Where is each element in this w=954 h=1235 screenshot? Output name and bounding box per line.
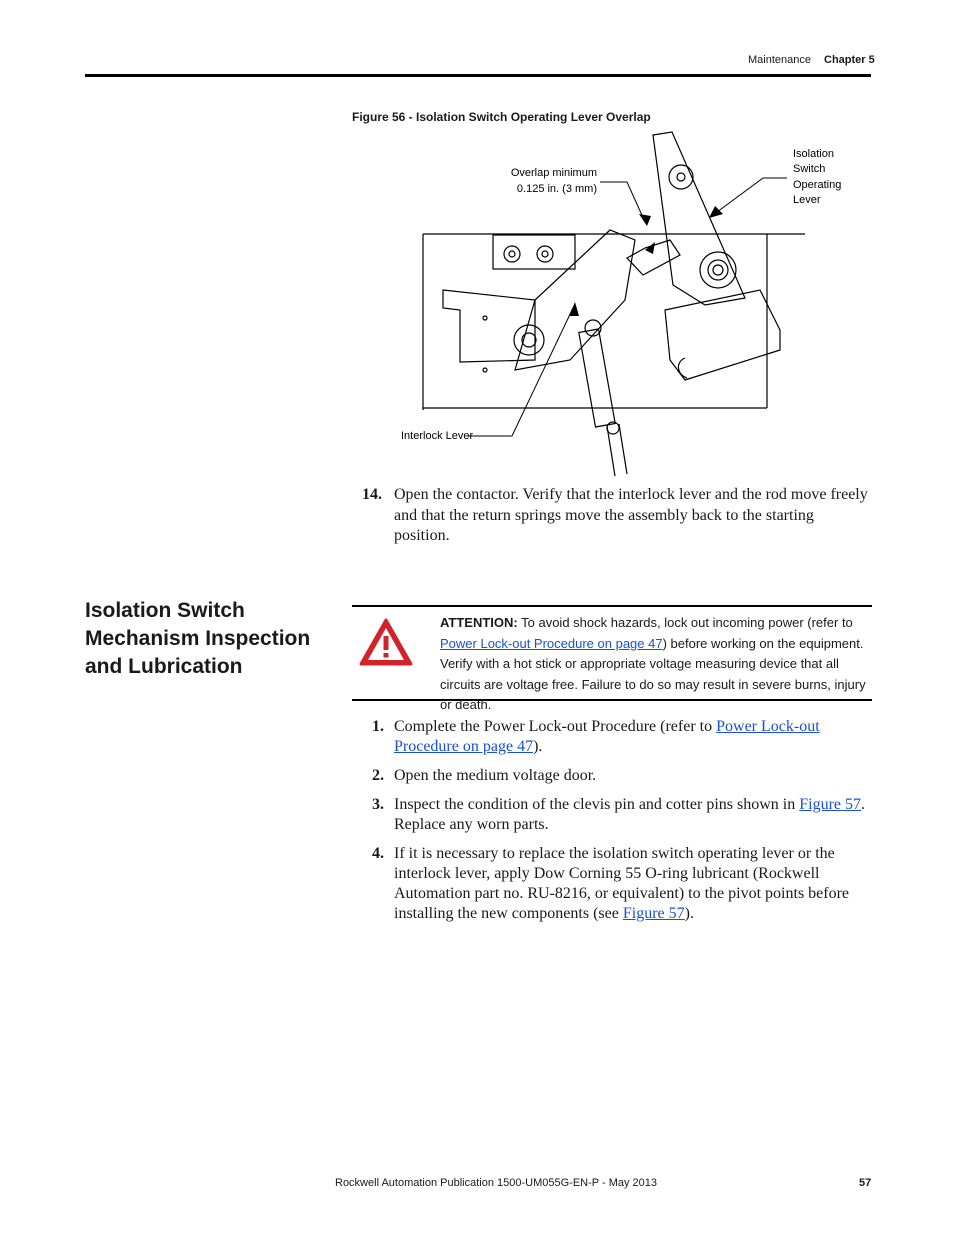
step-3 [362,795,872,835]
step-text: Inspect the condition of the clevis pin and cotter pins shown in [394,796,800,813]
footer-publication: Rockwell Automation Publication 1500-UM055G-EN-P - May 2013 [335,1177,658,1189]
page-number: 57 [859,1177,872,1189]
step-text: Open the medium voltage door. [394,767,597,784]
procedure-steps [362,717,872,933]
step-1 [362,717,872,757]
attention-box [352,605,872,712]
warning-triangle-icon [358,617,414,667]
callout-arrowheads [569,206,723,316]
attention-label: ATTENTION: [440,615,518,630]
step-text-end: ). [533,738,543,755]
figure-caption: Figure 56 - Isolation Switch Operating Lever Overlap [352,110,651,124]
callout-isolation-line1: Isolation [793,148,834,160]
isolation-lever-diagram [395,130,842,480]
running-header-chapter: Chapter 5 [824,54,875,66]
attention-body-after: ) before working on the equipment. Verify with a hot stick or appropriate voltage measuring device that all circuits are voltage free. Failure to do so may result in severe burns, injury or death. [440,635,866,712]
step-text: Complete the Power Lock-out Procedure (refer to [394,718,717,735]
step-2 [362,766,872,786]
figure-57-link[interactable]: Figure 57 [622,905,685,922]
step-number: 1. [372,718,384,735]
step-text-end: ). [684,905,694,922]
step-text-end: . Replace any worn parts. [394,796,866,833]
power-lockout-link[interactable]: Power Lock-out Procedure on page 47 [394,718,820,755]
callout-isolation-line4: Lever [793,194,821,206]
callout-interlock-lever: Interlock Lever [401,430,474,442]
step-text: Open the contactor. Verify that the interlock lever and the rod move freely and that the return springs move the assembly back to the starting position. [394,486,868,544]
step-number: 3. [372,796,384,813]
step-number: 14. [362,486,382,503]
step-number: 2. [372,767,384,784]
running-header-section: Maintenance [748,54,811,66]
attention-text [440,613,870,716]
callout-leaders [467,178,787,436]
figure-57-link[interactable]: Figure 57 [799,796,862,813]
header-rule [85,74,871,77]
step-text: If it is necessary to replace the isolation switch operating lever or the interlock lever, apply Dow Corning 55 O-ring lubricant (Rockwell Automation part no. RU-8216, or equivalent) to the pivot points before installing the new components (see [394,845,850,922]
power-lockout-link[interactable]: Power Lock-out Procedure on page 47 [440,635,663,651]
callout-isolation-line3: Operating [793,179,842,191]
step-number: 4. [372,845,384,862]
diagram-linework [423,132,805,476]
callout-overlap-line1: Overlap minimum [510,167,597,179]
callout-isolation-line2: Switch [793,163,826,175]
step-14 [362,485,872,547]
section-heading: Isolation Switch Mechanism Inspection and Lubrication [85,599,311,678]
step-4 [362,844,872,924]
attention-body-before: To avoid shock hazards, lock out incoming power (refer to [517,615,853,630]
callout-overlap-line2: 0.125 in. (3 mm) [516,183,597,195]
